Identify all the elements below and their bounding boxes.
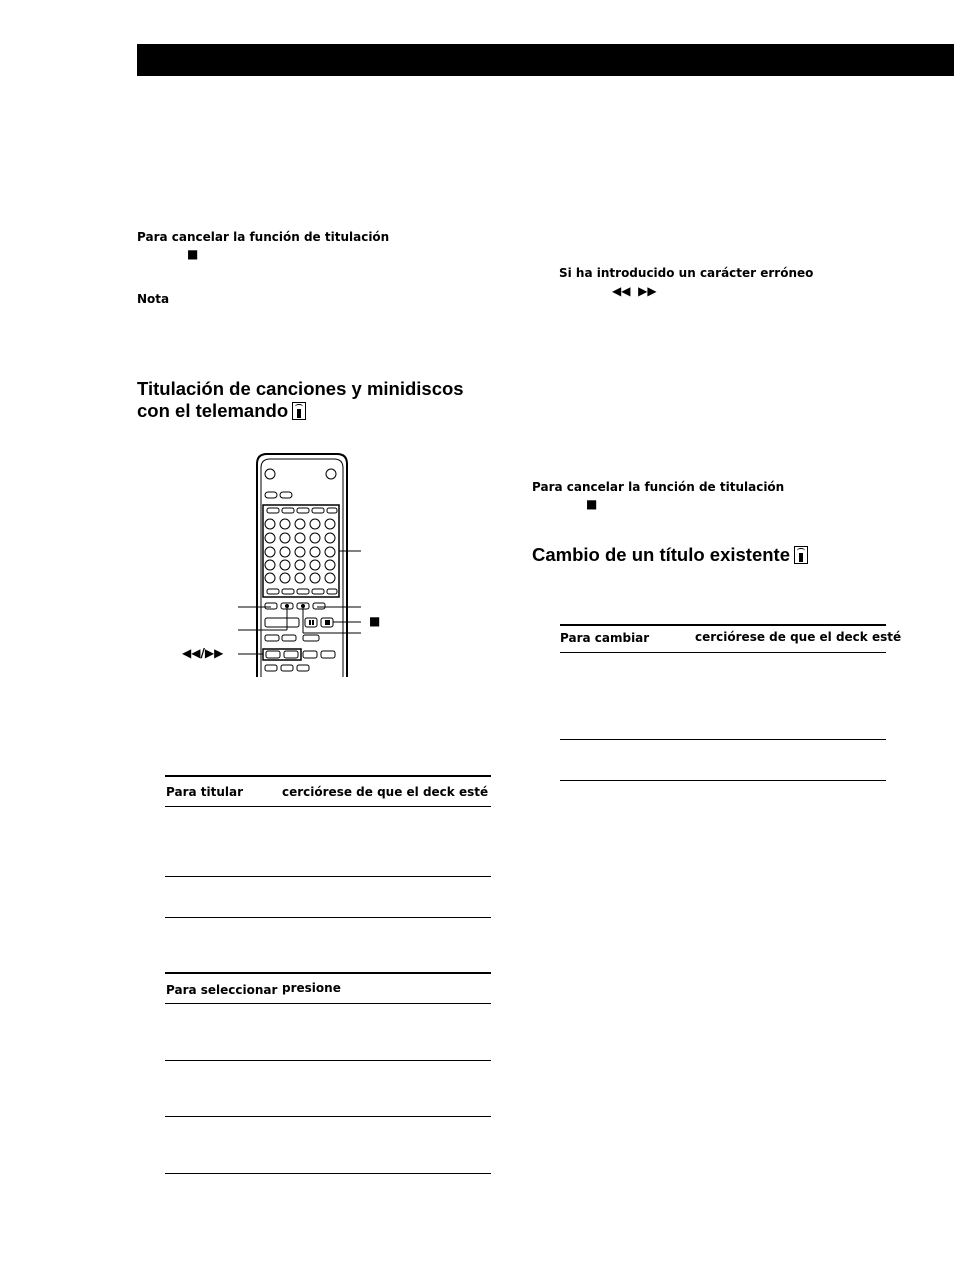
- table3-header-rule: [560, 652, 886, 653]
- table2-row-rule: [165, 1116, 491, 1117]
- remote-control-icon: [292, 402, 306, 420]
- section-title-remote-titling: [137, 378, 497, 422]
- stop-symbol: ■: [187, 247, 199, 261]
- section-title-text: Titulación de canciones y minidiscos con el telemando: [137, 378, 464, 421]
- table2-row-rule: [165, 1060, 491, 1061]
- table1-bottom-rule: [165, 917, 491, 918]
- table3-top-rule: [560, 624, 886, 626]
- table2-header-rule: [165, 1003, 491, 1004]
- rew-ff-label: ◀◀/▶▶: [182, 646, 224, 660]
- table3-row-rule: [560, 739, 886, 740]
- table1-top-rule: [165, 775, 491, 777]
- table1-header-rule: [165, 806, 491, 807]
- table2-bottom-rule: [165, 1173, 491, 1174]
- stop-symbol-right: ■: [586, 497, 598, 511]
- section-title-text: Cambio de un título existente: [532, 544, 790, 565]
- table3-header-col2: cerciórese de que el deck esté: [695, 630, 902, 644]
- table2-top-rule: [165, 972, 491, 974]
- table3-header-col1: Para cambiar: [560, 631, 650, 645]
- cancel-titling-heading-right: Para cancelar la función de titulación: [532, 480, 785, 494]
- section-title-change-title: [532, 544, 808, 566]
- table2-header-col1: Para seleccionar: [166, 983, 278, 997]
- rew-ff-symbols: ◀◀ ▶▶: [612, 284, 657, 298]
- table1-row-rule: [165, 876, 491, 877]
- cancel-titling-heading: Para cancelar la función de titulación: [137, 230, 390, 244]
- table1-header-col2: cerciórese de que el deck esté: [282, 785, 489, 799]
- table1-header-col1: Para titular: [166, 785, 244, 799]
- remote-control-icon: [794, 546, 808, 564]
- header-bar: [137, 44, 954, 76]
- table3-bottom-rule: [560, 780, 886, 781]
- remote-control-illustration: [175, 450, 390, 678]
- note-heading: Nota: [137, 292, 170, 306]
- wrong-character-heading: Si ha introducido un carácter erróneo: [559, 266, 814, 280]
- stop-label: ■: [369, 614, 381, 628]
- table2-header-col2: presione: [282, 981, 341, 995]
